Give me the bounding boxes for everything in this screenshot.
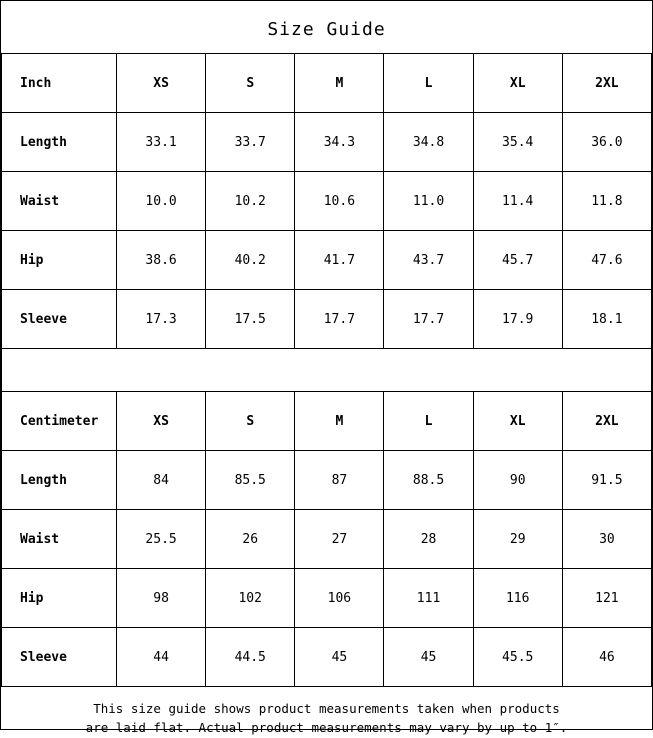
cell-waist-s: 26	[206, 510, 295, 569]
cell-hip-l: 43.7	[384, 231, 473, 290]
cell-hip-m: 41.7	[295, 231, 384, 290]
column-header-xs: XS	[117, 392, 206, 451]
cell-hip-m: 106	[295, 569, 384, 628]
cell-waist-xl: 29	[473, 510, 562, 569]
cell-length-xl: 35.4	[473, 113, 562, 172]
cell-length-l: 34.8	[384, 113, 473, 172]
cell-hip-s: 40.2	[206, 231, 295, 290]
cell-sleeve-2xl: 18.1	[562, 290, 651, 349]
cell-length-s: 33.7	[206, 113, 295, 172]
column-header-xs: XS	[117, 54, 206, 113]
cell-waist-2xl: 11.8	[562, 172, 651, 231]
cell-length-xl: 90	[473, 451, 562, 510]
cell-length-m: 34.3	[295, 113, 384, 172]
cell-waist-xl: 11.4	[473, 172, 562, 231]
cell-length-2xl: 36.0	[562, 113, 651, 172]
table-header-row	[2, 54, 652, 113]
cell-hip-2xl: 47.6	[562, 231, 651, 290]
cell-sleeve-m: 17.7	[295, 290, 384, 349]
cell-waist-l: 28	[384, 510, 473, 569]
table-row	[2, 290, 652, 349]
cell-waist-2xl: 30	[562, 510, 651, 569]
table-row	[2, 510, 652, 569]
cell-hip-l: 111	[384, 569, 473, 628]
column-header-s: S	[206, 392, 295, 451]
column-header-2xl: 2XL	[562, 392, 651, 451]
row-label-length: Length	[2, 451, 117, 510]
cell-hip-xl: 45.7	[473, 231, 562, 290]
cell-waist-m: 27	[295, 510, 384, 569]
cell-length-xs: 84	[117, 451, 206, 510]
cell-waist-l: 11.0	[384, 172, 473, 231]
cell-length-2xl: 91.5	[562, 451, 651, 510]
inch-table	[1, 53, 652, 349]
centimeter-table	[1, 391, 652, 687]
cell-waist-xs: 10.0	[117, 172, 206, 231]
row-label-sleeve: Sleeve	[2, 290, 117, 349]
cell-waist-xs: 25.5	[117, 510, 206, 569]
row-label-waist: Waist	[2, 510, 117, 569]
cell-hip-xs: 38.6	[117, 231, 206, 290]
column-header-2xl: 2XL	[562, 54, 651, 113]
cell-sleeve-l: 17.7	[384, 290, 473, 349]
table-separator	[1, 348, 652, 392]
cell-sleeve-l: 45	[384, 628, 473, 687]
row-label-hip: Hip	[2, 231, 117, 290]
column-header-s: S	[206, 54, 295, 113]
table-row	[2, 569, 652, 628]
column-header-l: L	[384, 392, 473, 451]
footnote-line-1: This size guide shows product measurements taken when products	[93, 701, 560, 716]
table-row	[2, 451, 652, 510]
column-header-m: M	[295, 54, 384, 113]
column-header-xl: XL	[473, 54, 562, 113]
cell-length-xs: 33.1	[117, 113, 206, 172]
cell-hip-s: 102	[206, 569, 295, 628]
row-label-sleeve: Sleeve	[2, 628, 117, 687]
cell-waist-m: 10.6	[295, 172, 384, 231]
table-row	[2, 231, 652, 290]
cell-length-m: 87	[295, 451, 384, 510]
inch-table-wrapper	[1, 53, 652, 349]
inch-unit-label: Inch	[2, 54, 117, 113]
cell-length-l: 88.5	[384, 451, 473, 510]
cell-hip-xl: 116	[473, 569, 562, 628]
cell-sleeve-xs: 17.3	[117, 290, 206, 349]
cell-waist-s: 10.2	[206, 172, 295, 231]
column-header-xl: XL	[473, 392, 562, 451]
cell-sleeve-xl: 45.5	[473, 628, 562, 687]
row-label-hip: Hip	[2, 569, 117, 628]
cell-sleeve-xl: 17.9	[473, 290, 562, 349]
row-label-waist: Waist	[2, 172, 117, 231]
cell-sleeve-s: 17.5	[206, 290, 295, 349]
centimeter-table-wrapper	[1, 391, 652, 687]
table-row	[2, 113, 652, 172]
column-header-l: L	[384, 54, 473, 113]
cell-sleeve-m: 45	[295, 628, 384, 687]
cell-length-s: 85.5	[206, 451, 295, 510]
cell-sleeve-2xl: 46	[562, 628, 651, 687]
cell-sleeve-xs: 44	[117, 628, 206, 687]
centimeter-unit-label: Centimeter	[2, 392, 117, 451]
footnote	[1, 687, 652, 738]
cell-hip-xs: 98	[117, 569, 206, 628]
cell-sleeve-s: 44.5	[206, 628, 295, 687]
table-row	[2, 628, 652, 687]
column-header-m: M	[295, 392, 384, 451]
table-header-row	[2, 392, 652, 451]
table-row	[2, 172, 652, 231]
page-title: Size Guide	[267, 19, 386, 40]
cell-hip-2xl: 121	[562, 569, 651, 628]
footnote-line-2: are laid flat. Actual product measurements may vary by up to 1″.	[85, 720, 568, 736]
row-label-length: Length	[2, 113, 117, 172]
